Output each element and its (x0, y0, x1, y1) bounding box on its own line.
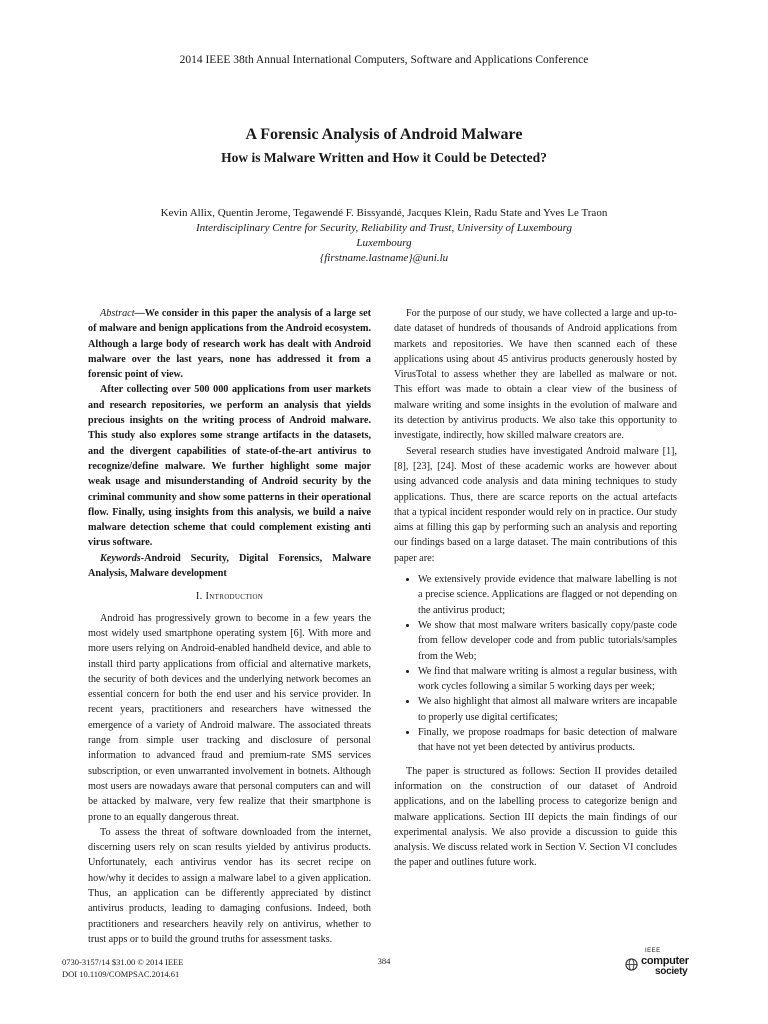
footer-doi: DOI 10.1109/COMPSAC.2014.61 (62, 969, 180, 979)
intro-paragraph-4: Several research studies have investigated Android malware [1], [8], [23], [24]. Most of these academic works are however about using advanced code analysis and data mining techniques to study applications. Thus, there are scarce reports on the actual artefacts that a typical incident responder would rely on in practice. Our study aims at filling this gap by performing such an analysis and reporting our findings based on a large dataset. The main contributions of this paper are: (394, 445, 677, 564)
section-heading (88, 589, 371, 604)
contribution-item: • We show that most malware writers basically copy/paste code from fellow developer code and from public tutorials/samples from the Web; (418, 618, 677, 664)
intro-paragraph-1: Android has progressively grown to become in a few years the most widely used smartphone operating system [6]. With more and more users relying on Android-enabled handheld device, and able to install third party applications from official and alternative markets, the security of both devices and the underlying network becomes an essential concern for both the end user and his service provider. In recent years, practitioners and researchers have witnessed the emergence of a variety of Android malware. The associated threats range from simple user tracking and disclosure of personal information to advanced fraud and premium-rate SMS services subscription, or even unwarranted involvement in botnets. Although most users are nowadays aware that personal computers can and will be attacked by malware, very few realize that their smartphone is prone to an equally dangerous threat. (88, 612, 371, 823)
author-email: {firstname.lastname}@uni.lu (319, 252, 449, 264)
keywords-text: -Android Security, Digital Forensics, Malware Analysis, Malware development (88, 552, 371, 580)
contribution-item: • Finally, we propose roadmaps for basic detection of malware that have not yet been detected by antivirus products. (418, 725, 677, 756)
paper-structure-paragraph: The paper is structured as follows: Section II provides detailed information on the construction of our dataset of Android applications, and on the labelling process to categorize benign and malware applications. Section III depicts the main findings of our experimental analysis. We also provide a discussion to guide this analysis. We discuss related work in Section V. Section VI concludes the paper and outlines future work. (394, 765, 677, 869)
affiliation-country: Luxembourg (356, 237, 412, 249)
contribution-item: • We also highlight that almost all malware writers are incapable to properly use digital certificates; (418, 694, 677, 725)
globe-icon (625, 958, 638, 971)
intro-paragraph-2: To assess the threat of software downloaded from the internet, discerning users rely on scan results yielded by antivirus products. Unfortunately, each antivirus vendor has its secret recipe on how/why it decides to assign a malware label to a given application. Thus, an application can be differently appreciated by distinct antivirus products, leading to damaging confusions. Indeed, both practitioners and researchers heavily rely on antivirus, whether to trust apps or to build the ground truths for assessment tasks. (88, 826, 371, 945)
section-number: I. (195, 591, 203, 603)
paper-subtitle: How is Malware Written and How it Could be Detected? (221, 150, 547, 165)
logo-computer-text: computer (641, 955, 689, 967)
author-block (0, 206, 768, 266)
abstract-text: —We consider in this paper the analysis of a large set of malware and benign applications from the Android ecosystem. Although a large body of research work has dealt with Android malware over the last years, none has addressed it from a forensic point of view. (88, 308, 371, 381)
left-column (88, 306, 371, 947)
keywords-label: Keywords (100, 552, 141, 564)
contribution-item: • We find that malware writing is almost a regular business, with work cycles following a similar 5 working days per week; (418, 664, 677, 695)
abstract-paragraph-2: After collecting over 500 000 applications from user markets and research repositories, we perform an analysis that yields precious insights on the writing process of Android malware. This study also explores some strange artifacts in the datasets, and the divergent capabilities of state-of-the-art antivirus to recognize/define malware. We further highlight some major weak usage and misunderstanding of Android security by the criminal community and show some patterns in their operational flow. Finally, using insights from this analysis, we build a naive malware detection scheme that could complement existing anti virus software. (88, 384, 371, 549)
page-number: 384 (377, 956, 391, 966)
contribution-item: • We extensively provide evidence that malware labelling is not a precise science. Applications are flagged or not depending on the antivirus product; (418, 572, 677, 618)
keywords-paragraph (88, 551, 371, 582)
conference-header: 2014 IEEE 38th Annual International Computers, Software and Applications Conference (179, 54, 589, 66)
affiliation: Interdisciplinary Centre for Security, Reliability and Trust, University of Luxembourg (195, 222, 573, 234)
abstract-paragraph (88, 306, 371, 382)
right-column (394, 306, 677, 871)
author-list: Kevin Allix, Quentin Jerome, Tegawendé F. Bissyandé, Jacques Klein, Radu State and Yves Le Traon (160, 207, 608, 219)
logo-ieee-text: IEEE (645, 948, 661, 954)
contribution-list (394, 572, 677, 756)
abstract-label: Abstract (100, 308, 135, 319)
paper-title: A Forensic Analysis of Android Malware (245, 126, 523, 143)
intro-paragraph-3: For the purpose of our study, we have collected a large and up-to-date dataset of hundreds of thousands of Android applications from markets and repositories. We have then scanned each of these applications using about 45 antivirus products generously hosted by VirusTotal to assess whether they are labelled as malware or not. This effort was made to obtain a clear view of the business of malware writing and some insights in the evolution of malware and its detection by antivirus products. We also take this opportunity to investigate, indirectly, how skilled malware creators are. (394, 308, 677, 442)
footer-issn: 0730-3157/14 $31.00 © 2014 IEEE (62, 957, 184, 967)
section-title: Introduction (205, 591, 264, 603)
ieee-computer-society-logo (625, 948, 695, 980)
logo-society-text: society (655, 966, 688, 977)
